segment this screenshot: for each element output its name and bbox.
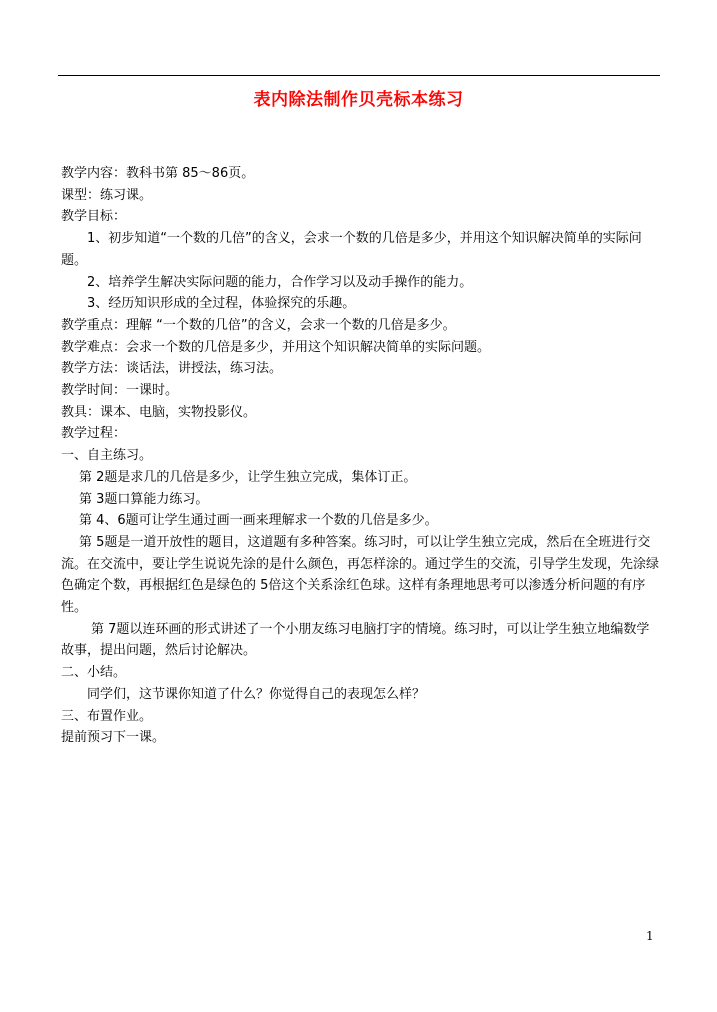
homework: 提前预习下一课。	[61, 730, 166, 746]
lesson-type: 课型：练习课。	[61, 187, 153, 203]
question-5: 第 5题是一道开放性的题目，这道题有多种答案。练习时，可以让学生独立完成，然后在全班进行交流。在交流中，要让学生说说先涂的是什么颜色，再怎样涂的。通过学生的交流，引导学生发现，先涂绿色确定个数，再根据红色是绿色的 5倍这个关系涂红色球。这样有条理地思考可以渗透分析问题的有序性。	[61, 534, 660, 616]
difficulty: 教学难点：会求一个数的几倍是多少，并用这个知识解决简单的实际问题。	[61, 339, 491, 355]
summary: 同学们，这节课你知道了什么？你觉得自己的表现怎么样？	[87, 686, 426, 702]
section-1-heading: 一、自主练习。	[61, 448, 153, 464]
document-body	[61, 163, 661, 749]
goal-1: 1、初步知道“一个数的几倍”的含义，会求一个数的几倍是多少，并用这个知识解决简单的实际问题。	[61, 231, 642, 268]
section-2-heading: 二、小结。	[61, 665, 127, 681]
question-7: 第 7题以连环画的形式讲述了一个小朋友练习电脑打字的情境。练习时，可以让学生独立地编数学故事，提出问题，然后讨论解决。	[61, 621, 650, 659]
key-point: 教学重点：理解 “一个数的几倍”的含义，会求一个数的几倍是多少。	[61, 317, 456, 333]
goals-heading: 教学目标：	[61, 209, 127, 225]
section-3-heading: 三、布置作业。	[61, 708, 153, 724]
teaching-tools: 教具：课本、电脑，实物投影仪。	[61, 404, 257, 420]
process-heading: 教学过程：	[61, 426, 127, 442]
header-rule	[58, 75, 660, 76]
teaching-method: 教学方法：谈话法，讲授法，练习法。	[61, 361, 283, 377]
goal-2: 2、培养学生解决实际问题的能力，合作学习以及动手操作的能力。	[87, 274, 473, 290]
question-4-6: 第 4、6题可让学生通过画一画来理解求一个数的几倍是多少。	[79, 513, 438, 529]
page-number: 1	[646, 929, 654, 943]
teaching-time: 教学时间：一课时。	[61, 383, 179, 399]
document-title: 表内除法制作贝壳标本练习	[253, 90, 464, 110]
goal-3: 3、经历知识形成的全过程，体验探究的乐趣。	[87, 296, 356, 312]
teaching-content: 教学内容：教科书第 85～86页。	[61, 166, 255, 181]
question-3: 第 3题口算能力练习。	[79, 491, 209, 507]
question-2: 第 2题是求几的几倍是多少，让学生独立完成，集体订正。	[79, 469, 417, 485]
